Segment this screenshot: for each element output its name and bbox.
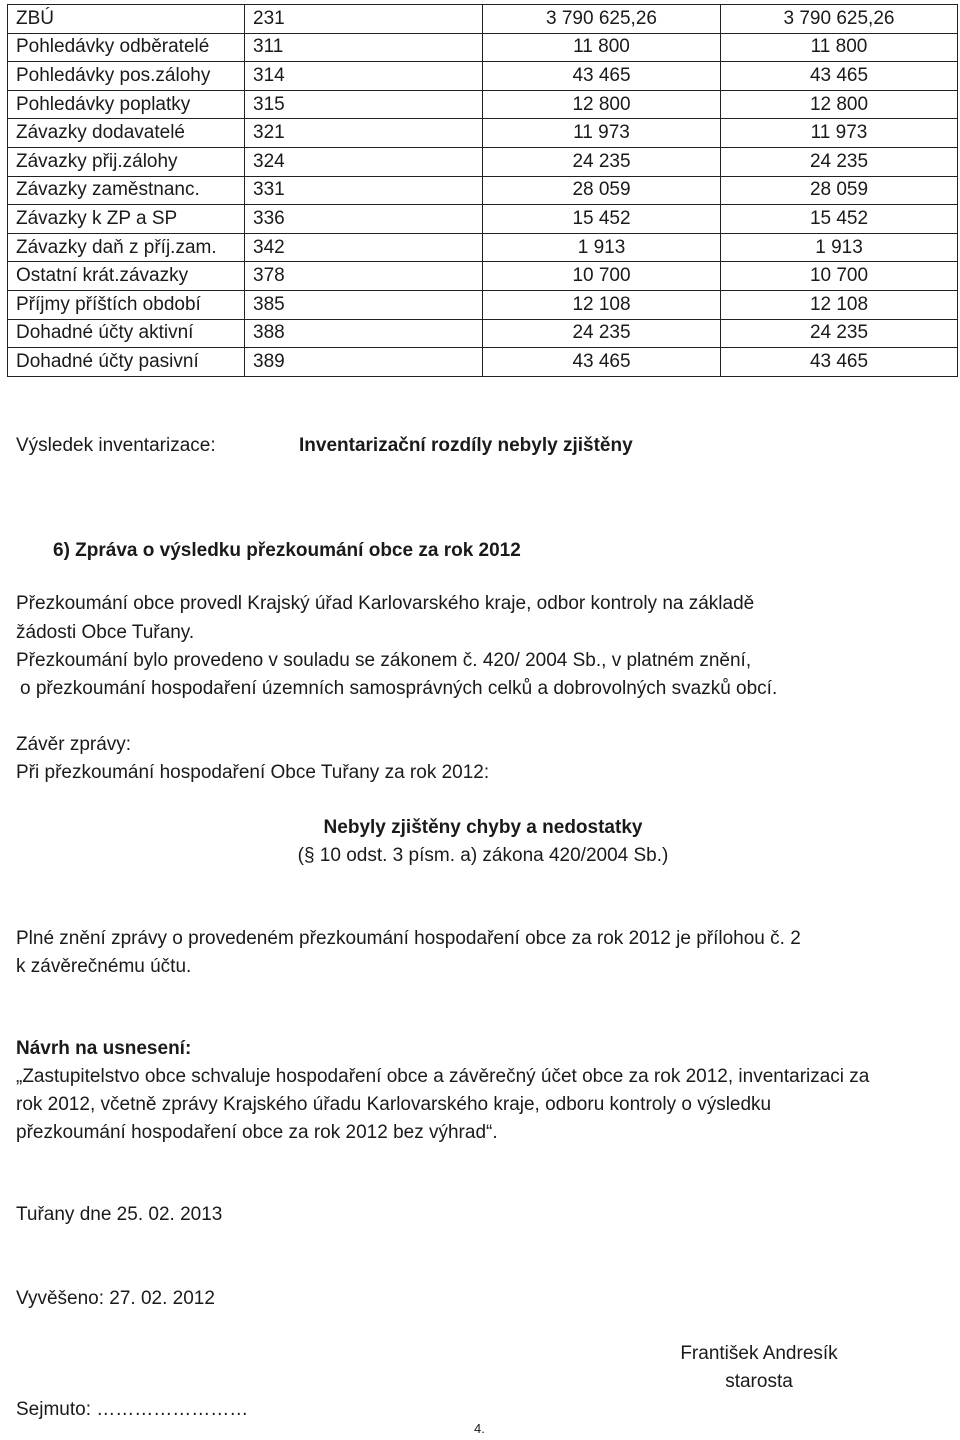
table-row bbox=[8, 205, 958, 234]
row-account-cell: 315 bbox=[245, 90, 483, 119]
table-row bbox=[8, 348, 958, 377]
result-value: Inventarizační rozdíly nebyly zjištěny bbox=[299, 435, 633, 456]
row-value-1-cell: 10 700 bbox=[483, 262, 721, 291]
row-account-cell: 342 bbox=[245, 233, 483, 262]
row-value-2-cell: 1 913 bbox=[721, 233, 958, 262]
resolution-line-2: rok 2012, včetně zprávy Krajského úřadu Karlovarského kraje, odboru kontroly o výsledku bbox=[16, 1094, 772, 1115]
row-value-1-cell: 12 800 bbox=[483, 90, 721, 119]
row-account-cell: 331 bbox=[245, 176, 483, 205]
signer-name: František Andresík bbox=[680, 1343, 838, 1364]
row-account-cell: 321 bbox=[245, 119, 483, 148]
row-account-cell: 231 bbox=[245, 5, 483, 34]
removed-date: Sejmuto: …………………… bbox=[16, 1399, 249, 1420]
inventory-table bbox=[7, 4, 958, 377]
row-name-cell: Ostatní krát.závazky bbox=[8, 262, 245, 291]
row-account-cell: 388 bbox=[245, 319, 483, 348]
row-name-cell: Závazky zaměstnanc. bbox=[8, 176, 245, 205]
row-account-cell: 378 bbox=[245, 262, 483, 291]
row-value-2-cell: 43 465 bbox=[721, 62, 958, 91]
row-account-cell: 389 bbox=[245, 348, 483, 377]
row-name-cell: Dohadné účty aktivní bbox=[8, 319, 245, 348]
row-name-cell: Závazky daň z příj.zam. bbox=[8, 233, 245, 262]
table-row bbox=[8, 176, 958, 205]
inventory-table-body bbox=[8, 5, 958, 377]
finding-reference: (§ 10 odst. 3 písm. a) zákona 420/2004 Sb.) bbox=[297, 845, 669, 866]
table-row bbox=[8, 62, 958, 91]
finding-bold: Nebyly zjištěny chyby a nedostatky bbox=[323, 817, 643, 838]
table-row bbox=[8, 90, 958, 119]
table-row bbox=[8, 119, 958, 148]
row-value-1-cell: 1 913 bbox=[483, 233, 721, 262]
table-row bbox=[8, 233, 958, 262]
result-label: Výsledek inventarizace: bbox=[16, 435, 216, 456]
row-value-2-cell: 28 059 bbox=[721, 176, 958, 205]
row-account-cell: 314 bbox=[245, 62, 483, 91]
row-value-2-cell: 12 108 bbox=[721, 290, 958, 319]
row-name-cell: Pohledávky poplatky bbox=[8, 90, 245, 119]
row-account-cell: 385 bbox=[245, 290, 483, 319]
table-row bbox=[8, 5, 958, 34]
row-name-cell: ZBÚ bbox=[8, 5, 245, 34]
posted-date: Vyvěšeno: 27. 02. 2012 bbox=[16, 1288, 215, 1309]
row-value-1-cell: 11 800 bbox=[483, 33, 721, 62]
table-row bbox=[8, 290, 958, 319]
row-value-2-cell: 43 465 bbox=[721, 348, 958, 377]
row-name-cell: Závazky přij.zálohy bbox=[8, 147, 245, 176]
row-name-cell: Závazky dodavatelé bbox=[8, 119, 245, 148]
row-value-1-cell: 12 108 bbox=[483, 290, 721, 319]
row-value-2-cell: 11 800 bbox=[721, 33, 958, 62]
row-value-1-cell: 11 973 bbox=[483, 119, 721, 148]
row-value-2-cell: 15 452 bbox=[721, 205, 958, 234]
signer-role: starosta bbox=[725, 1371, 793, 1392]
row-name-cell: Dohadné účty pasivní bbox=[8, 348, 245, 377]
row-value-2-cell: 24 235 bbox=[721, 147, 958, 176]
review-paragraph-line-2: žádosti Obce Tuřany. bbox=[16, 622, 195, 643]
resolution-line-3: přezkoumání hospodaření obce za rok 2012 bez výhrad“. bbox=[16, 1122, 498, 1143]
conclusion-label: Závěr zprávy: bbox=[16, 734, 132, 755]
resolution-line-1: „Zastupitelstvo obce schvaluje hospodaření obce a závěrečný účet obce za rok 2012, inventarizaci za bbox=[16, 1066, 870, 1087]
conclusion-line: Při přezkoumání hospodaření Obce Tuřany za rok 2012: bbox=[16, 762, 490, 783]
row-name-cell: Příjmy příštích období bbox=[8, 290, 245, 319]
row-name-cell: Pohledávky odběratelé bbox=[8, 33, 245, 62]
table-row bbox=[8, 262, 958, 291]
table-row bbox=[8, 147, 958, 176]
resolution-label: Návrh na usnesení: bbox=[16, 1038, 192, 1059]
row-value-1-cell: 3 790 625,26 bbox=[483, 5, 721, 34]
row-value-2-cell: 11 973 bbox=[721, 119, 958, 148]
review-paragraph-line-1: Přezkoumání obce provedl Krajský úřad Karlovarského kraje, odbor kontroly na základě bbox=[16, 593, 755, 614]
row-value-2-cell: 10 700 bbox=[721, 262, 958, 291]
row-value-1-cell: 43 465 bbox=[483, 62, 721, 91]
row-account-cell: 311 bbox=[245, 33, 483, 62]
row-name-cell: Pohledávky pos.zálohy bbox=[8, 62, 245, 91]
section-6-heading: 6) Zpráva o výsledku přezkoumání obce za rok 2012 bbox=[53, 540, 521, 561]
review-paragraph-line-3: Přezkoumání bylo provedeno v souladu se zákonem č. 420/ 2004 Sb., v platném znění, bbox=[16, 650, 752, 671]
row-value-1-cell: 43 465 bbox=[483, 348, 721, 377]
row-account-cell: 336 bbox=[245, 205, 483, 234]
row-value-1-cell: 28 059 bbox=[483, 176, 721, 205]
row-value-1-cell: 15 452 bbox=[483, 205, 721, 234]
row-value-2-cell: 12 800 bbox=[721, 90, 958, 119]
row-name-cell: Závazky k ZP a SP bbox=[8, 205, 245, 234]
row-value-1-cell: 24 235 bbox=[483, 319, 721, 348]
row-value-1-cell: 24 235 bbox=[483, 147, 721, 176]
review-paragraph-line-4: o přezkoumání hospodaření územních samosprávných celků a dobrovolných svazků obcí. bbox=[20, 678, 778, 699]
full-text-line-2: k závěrečnému účtu. bbox=[16, 956, 192, 977]
full-text-line-1: Plné znění zprávy o provedeném přezkoumání hospodaření obce za rok 2012 je přílohou č. 2 bbox=[16, 928, 801, 949]
page-number: 4. bbox=[474, 1421, 485, 1436]
row-value-2-cell: 24 235 bbox=[721, 319, 958, 348]
row-account-cell: 324 bbox=[245, 147, 483, 176]
table-row bbox=[8, 33, 958, 62]
row-value-2-cell: 3 790 625,26 bbox=[721, 5, 958, 34]
table-row bbox=[8, 319, 958, 348]
place-and-date: Tuřany dne 25. 02. 2013 bbox=[16, 1204, 223, 1225]
